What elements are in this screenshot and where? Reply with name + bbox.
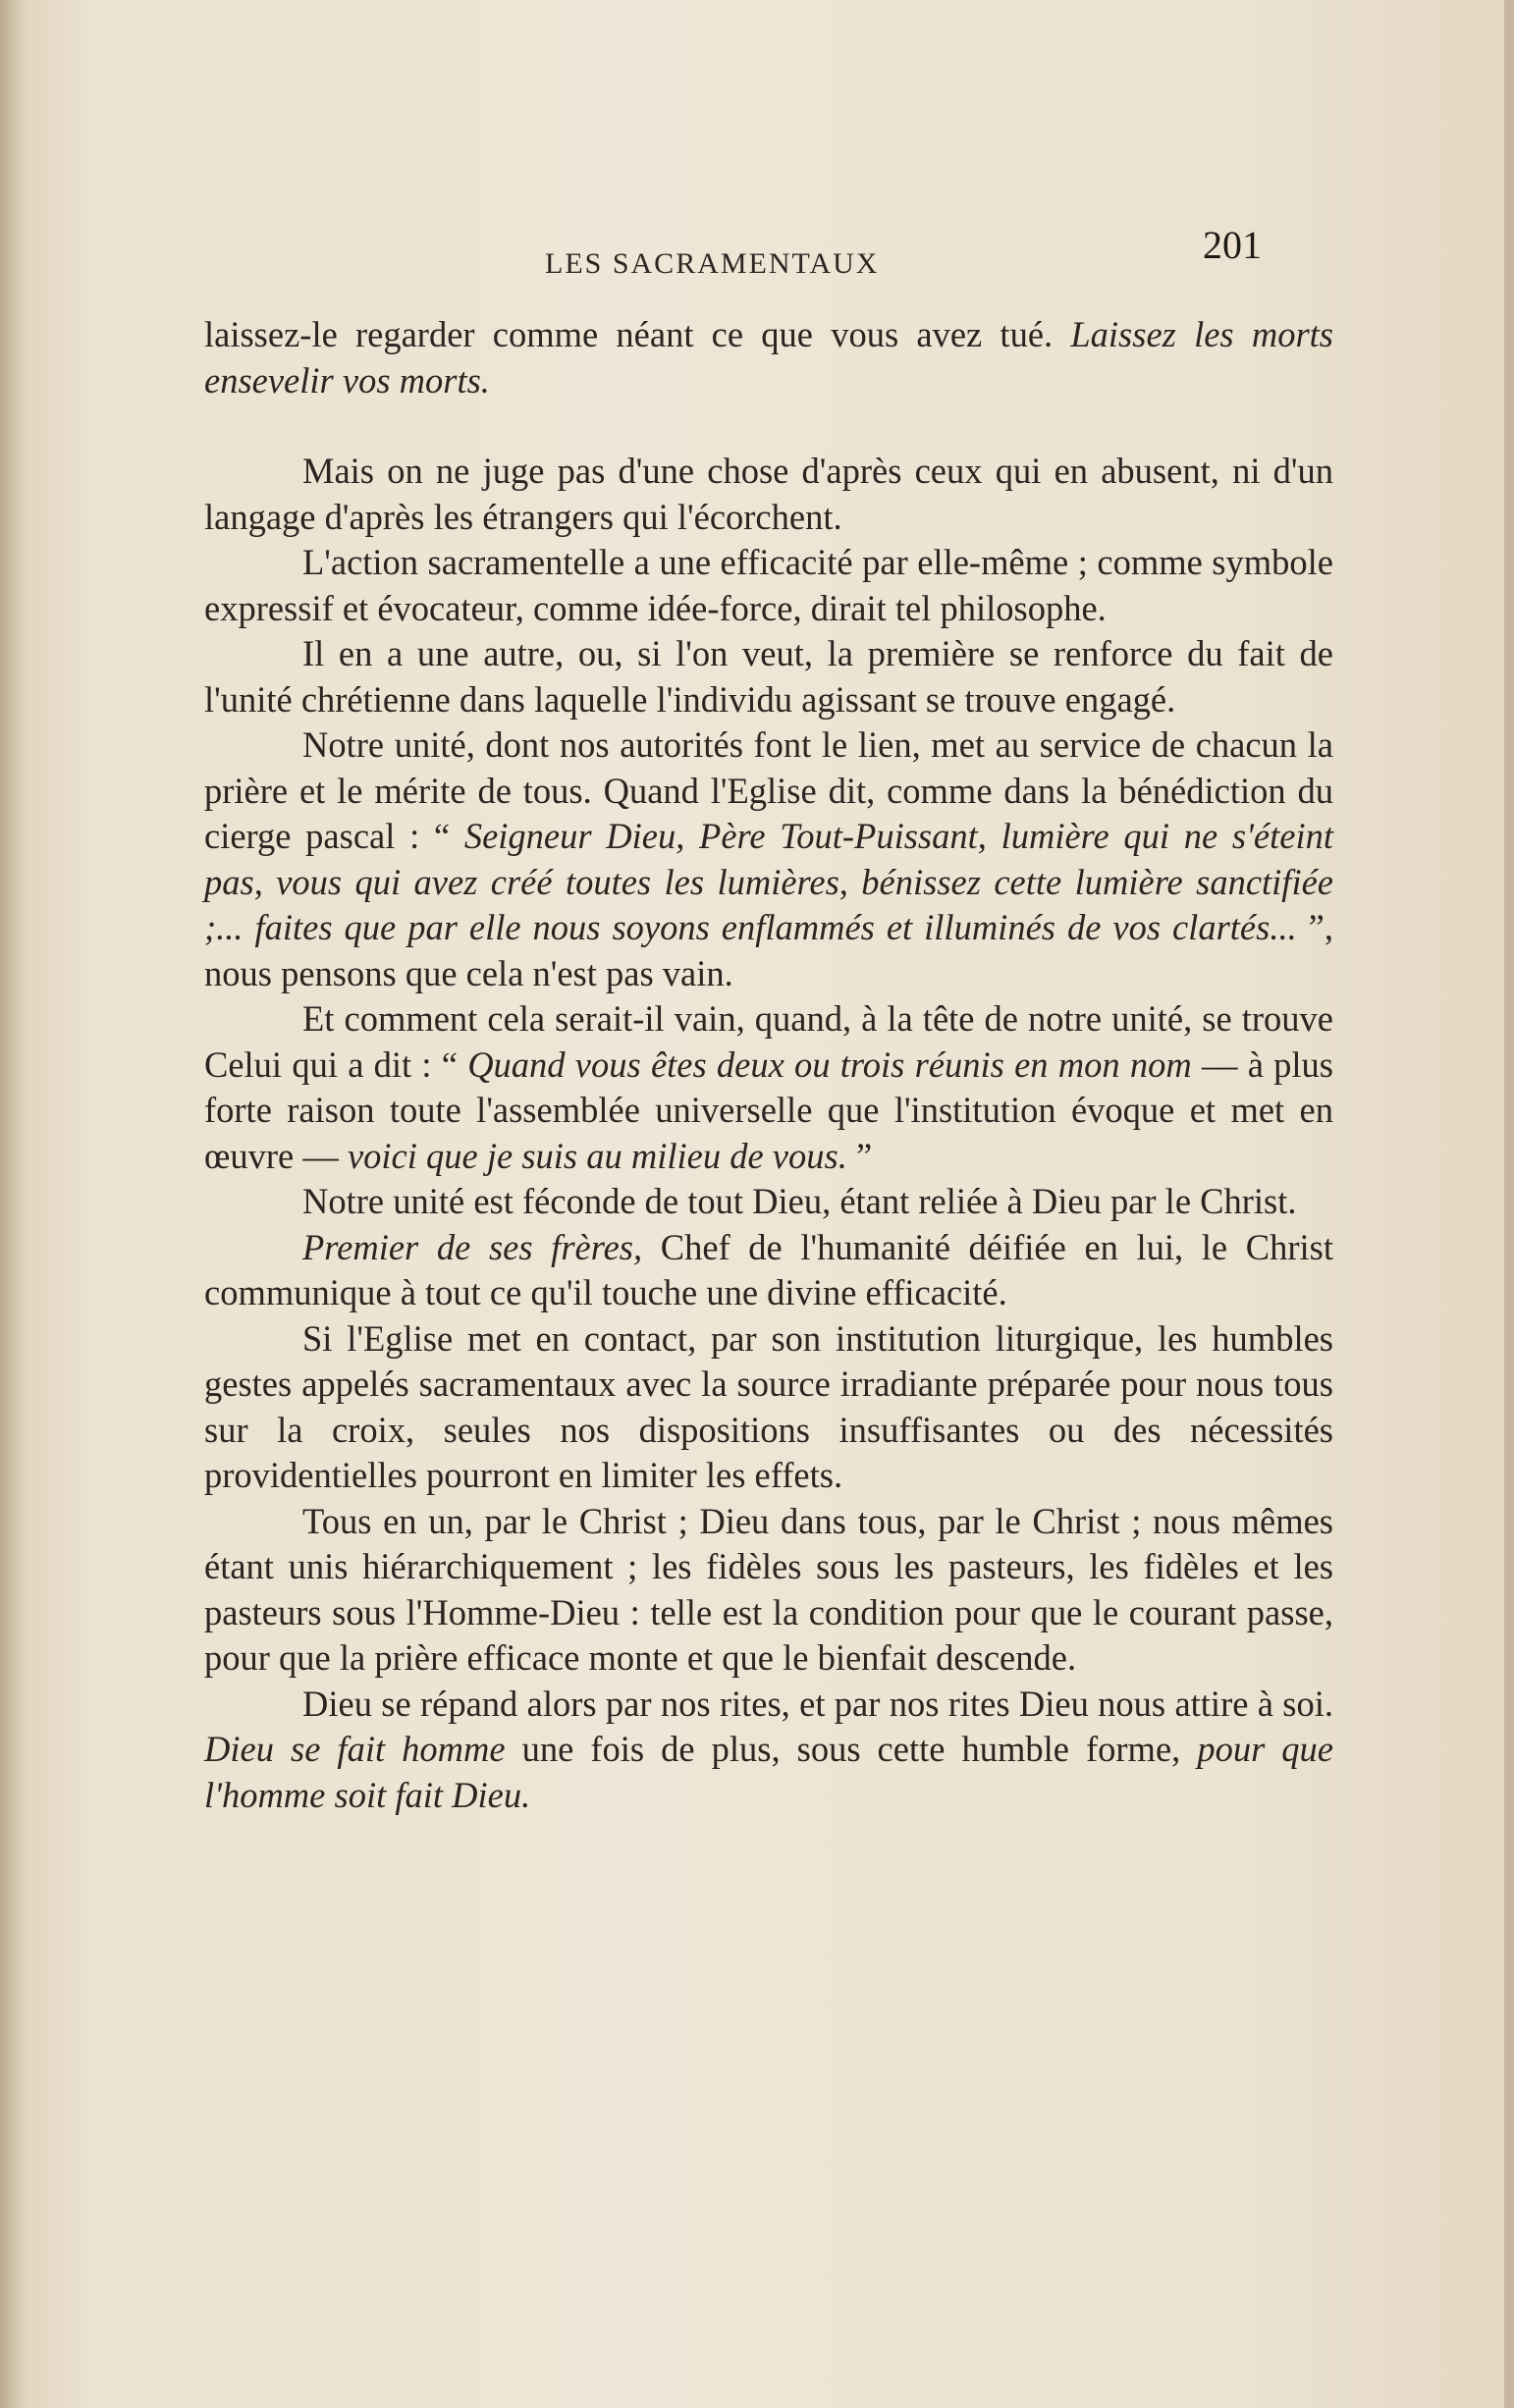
page-header [201,218,1301,287]
paragraph [204,1225,1333,1316]
page-number: 201 [1203,223,1262,267]
italic-run: Dieu se fait homme [204,1729,506,1769]
text-run: Mais on ne juge pas d'une chose d'après ceux qui en abusent, ni d'un langage d'après les étrangers qui l'écorchent. [204,451,1333,537]
text-run: L'action sacramentelle a une efficacité par elle-même ; comme symbole expressif et évocateur, comme idée-force, dirait tel philosophe. [204,542,1333,628]
running-title: LES SACRAMENTAUX [545,247,880,280]
page-edge [1504,0,1514,2408]
paragraph [204,1499,1333,1682]
paragraph [204,1179,1333,1225]
italic-run: Quand vous êtes deux ou trois réunis en mon nom [467,1043,1192,1085]
text-run: Il en a une autre, ou, si l'on veut, la première se renforce du fait de l'unité chrétienne dans laquelle l'individu agissant se trouve engagé. [204,633,1333,720]
paragraph [204,722,1333,996]
paragraph [204,449,1333,540]
text-run: une fois de plus, sous cette humble forme, [505,1729,1198,1769]
text-run: Dieu se répand alors par nos rites, et par nos rites Dieu nous attire à soi. [302,1683,1333,1724]
paragraph [204,312,1333,403]
text-run: Et comment cela serait-il vain, quand, à la tête de notre unité, se trouve Celui qui a dit : “ [204,998,1333,1085]
italic-run: Seigneur Dieu, Père Tout-Puissant, lumière qui ne s'éteint pas, vous qui avez créé toutes les lumières, bénissez cette lumière sanctifiée ;... faites que par elle nous soyons enflammés et illuminés de vos clartés... [204,816,1334,947]
paragraph [204,996,1333,1179]
text-run: ”, nous pensons que cela n'est pas vain. [204,907,1333,993]
text-run: Notre unité est féconde de tout Dieu, étant reliée à Dieu par le Christ. [302,1181,1297,1221]
text-run: Chef de l'humanité déifiée en lui, le Christ communique à tout ce qu'il touche une divine efficacité. [204,1226,1333,1312]
book-spine-shadow [0,0,26,2408]
body-text [204,312,1333,1818]
italic-run: pour que l'homme soit fait Dieu. [204,1729,1334,1815]
paragraph [204,1316,1333,1499]
paragraph [204,631,1333,722]
text-run: — à plus forte raison toute l'assemblée universelle que l'institution évoque et met en œuvre — [204,1043,1334,1176]
text-run: Notre unité, dont nos autorités font le lien, met au service de chacun la prière et le mérite de tous. Quand l'Eglise dit, comme dans la bénédiction du cierge pascal : “ [204,724,1333,856]
italic-run: Premier de ses frères, [302,1226,643,1267]
text-run: ” [846,1135,873,1176]
italic-run: voici que je suis au milieu de vous. [347,1135,847,1176]
text-run: laissez-le regarder comme néant ce que vous avez tué. [204,314,1071,354]
italic-run: Laissez les morts ensevelir vos morts. [204,314,1333,401]
paragraph [204,540,1333,631]
text-run: Si l'Eglise met en contact, par son institution liturgique, les humbles gestes appelés sacramentaux avec la source irradiante préparée pour nous tous sur la croix, seules nos dispositions insuffisantes ou des nécessités providentielles pourront en limiter les effets. [204,1317,1333,1495]
paragraph [204,1682,1333,1819]
text-run: Tous en un, par le Christ ; Dieu dans tous, par le Christ ; nous mêmes étant unis hiérarchiquement ; les fidèles sous les pasteurs, les fidèles et les pasteurs sous l'Homme-Dieu : telle est la condition pour que le courant passe, pour que la prière efficace monte et que le bienfait descende. [204,1500,1333,1678]
